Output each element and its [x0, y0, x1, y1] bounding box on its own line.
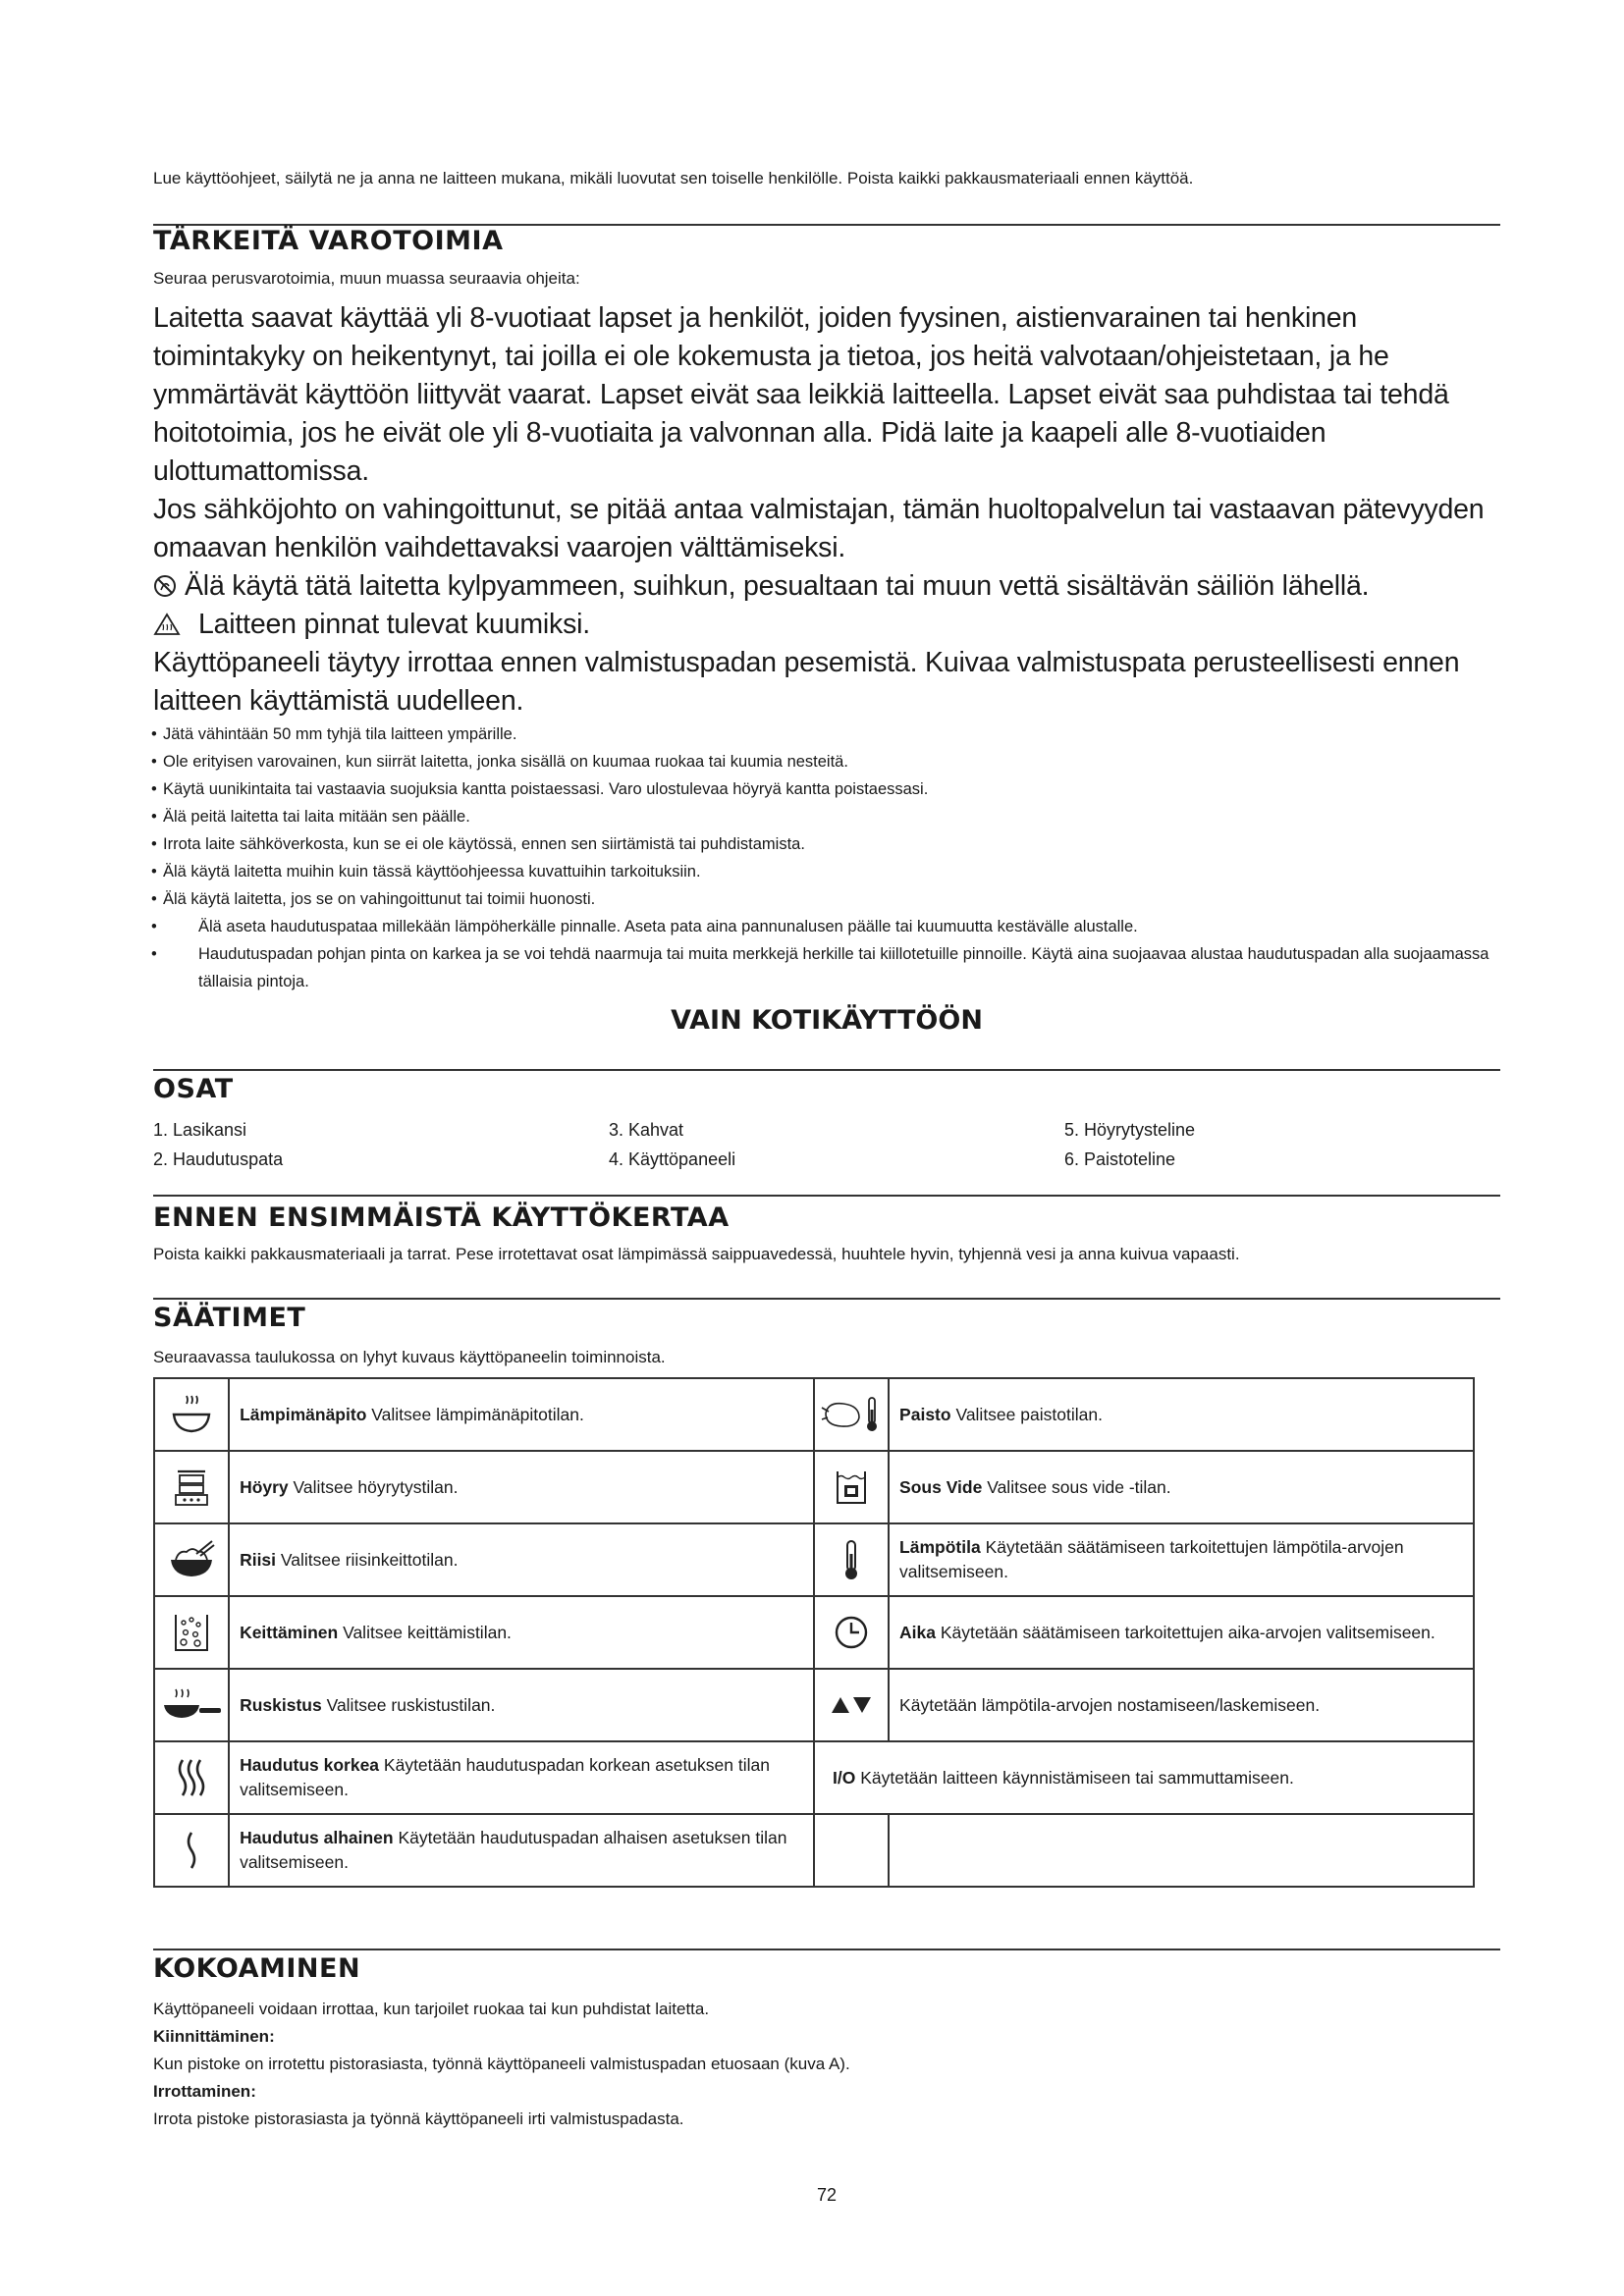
table-row [154, 1741, 1474, 1814]
assembly-detach-text: Irrota pistoke pistorasiasta ja työnnä käyttöpaneeli irti valmistuspadasta. [153, 2109, 684, 2128]
table-cell [889, 1378, 1474, 1451]
sous-vide-icon [834, 1468, 869, 1507]
control-label: Höyry [240, 1476, 289, 1497]
safety-lead: Seuraa perusvarotoimia, muun muassa seuraavia ohjeita: [153, 269, 580, 288]
safety-warnings [153, 299, 1500, 995]
list-item: • Käytä uunikintaita tai vastaavia suojuksia kantta poistaessasi. Varo ulostulevaa höyryä kantta poistaessasi. [153, 775, 1500, 803]
list-item: • Jätä vähintään 50 mm tyhjä tila laitteen ympärille. [153, 721, 1500, 748]
control-desc: Käytetään laitteen käynnistämiseen tai sammuttamiseen. [855, 1767, 1294, 1788]
table-cell [889, 1814, 1474, 1887]
list-item: • Irrota laite sähköverkosta, kun se ei ole käytössä, ennen sen siirtämistä tai puhdistamista. [153, 830, 1500, 858]
list-item: • Ole erityisen varovainen, kun siirrät laitetta, jonka sisällä on kuumaa ruokaa tai kuumia nesteitä. [153, 748, 1500, 775]
table-row [154, 1451, 1474, 1523]
assembly-intro: Käyttöpaneeli voidaan irrottaa, kun tarjoilet ruokaa tai kun puhdistat laitetta. [153, 2000, 710, 2018]
controls-table [153, 1377, 1475, 1888]
page-number: 72 [816, 2185, 838, 2205]
parts-col-2 [609, 1115, 735, 1174]
first-use-text: Poista kaikki pakkausmateriaali ja tarrat. Pese irrotettavat osat lämpimässä saippuavedessä, huuhtele hyvin, tyhjennä vesi ja anna kuivua vapaasti. [153, 1245, 1240, 1263]
controls-lead: Seuraavassa taulukossa on lyhyt kuvaus käyttöpaneelin toiminnoista. [153, 1348, 666, 1366]
assembly-detach-label: Irrottaminen [153, 2082, 251, 2101]
assembly-attach-heading: Kiinnittäminen: [153, 2027, 275, 2046]
up-down-arrows-icon [830, 1693, 873, 1717]
control-label: Haudutus korkea [240, 1755, 380, 1775]
steam-icon [172, 1466, 211, 1509]
assembly-section [153, 1996, 850, 2133]
icon-cell [814, 1378, 889, 1451]
table-cell [889, 1596, 1474, 1669]
list-item: • Älä käytä laitetta muihin kuin tässä käyttöohjeessa kuvattuihin tarkoituksiin. [153, 858, 1500, 885]
safety-bullets [153, 721, 1500, 995]
control-label: Keittäminen [240, 1622, 339, 1642]
control-desc: Käytetään säätämiseen tarkoitettujen aika-arvojen valitsemiseen. [936, 1622, 1435, 1642]
control-desc: Käytetään haudutuspadan korkean asetuksen tilan valitsemiseen. [240, 1755, 770, 1799]
warning-hot-text: Laitteen pinnat tulevat kuumiksi. [198, 609, 590, 640]
boil-icon [172, 1611, 211, 1654]
clock-icon [832, 1613, 871, 1652]
control-desc: Valitsee ruskistustilan. [321, 1694, 496, 1715]
icon-cell [814, 1451, 889, 1523]
icon-cell [154, 1741, 229, 1814]
safety-heading: TÄRKEITÄ VAROTOIMIA [153, 226, 504, 256]
table-cell [229, 1669, 814, 1741]
table-cell [229, 1814, 814, 1887]
section-divider [153, 1069, 1500, 1071]
slow-cook-high-icon [174, 1756, 209, 1799]
thermometer-icon [841, 1538, 861, 1581]
control-label: Lämpötila [899, 1537, 981, 1557]
slow-cook-low-icon [182, 1829, 201, 1872]
rice-icon [167, 1538, 216, 1581]
section-divider [153, 1298, 1500, 1300]
icon-cell [814, 1596, 889, 1669]
warning-children: Laitetta saavat käyttää yli 8-vuotiaat lapset ja henkilöt, joiden fyysinen, aistienvarainen tai henkinen toimintakyky on heikentynyt, tai joilla ei ole kokemusta ja tietoa, jos heitä valvotaan/ohjeistetaan, ja he ymmärtävät käyttöön liittyvät vaarat. Lapset eivät saa leikkiä laitteella. Lapset eivät saa puhdistaa tai tehdä hoitotoimia, jos he eivät ole yli 8-vuotiaita ja valvonnan alla. Pidä laite ja kaapeli alle 8-vuotiaiden ulottumattomissa. [153, 302, 1449, 487]
assembly-attach-text: Kun pistoke on irrotettu pistorasiasta, työnnä käyttöpaneeli valmistuspadan etuosaan (kuva A). [153, 2055, 850, 2073]
parts-col-1 [153, 1115, 283, 1174]
list-item: 3. Kahvat [609, 1120, 684, 1140]
table-cell [229, 1378, 814, 1451]
control-desc: Käytetään lämpötila-arvojen nostamiseen/laskemiseen. [899, 1694, 1321, 1715]
table-cell [229, 1451, 814, 1523]
control-desc: Valitsee riisinkeittotilan. [276, 1549, 459, 1570]
icon-cell [814, 1523, 889, 1596]
first-use-heading: ENNEN ENSIMMÄISTÄ KÄYTTÖKERTAA [153, 1202, 730, 1233]
control-label: Sous Vide [899, 1476, 983, 1497]
table-row [154, 1378, 1474, 1451]
no-water-icon [153, 574, 177, 598]
saute-pan-icon [160, 1685, 223, 1725]
warning-hot [153, 606, 1500, 644]
control-label: Paisto [899, 1404, 951, 1424]
warning-cord: Jos sähköjohto on vahingoittunut, se pitää antaa valmistajan, tämän huoltopalvelun tai vastaavan pätevyyden omaavan henkilön vaihdettavaksi vaarojen välttämiseksi. [153, 494, 1485, 563]
home-use-notice: VAIN KOTIKÄYTTÖÖN [671, 1005, 983, 1036]
table-cell [889, 1669, 1474, 1741]
control-desc: Valitsee paistotilan. [950, 1404, 1103, 1424]
table-cell [889, 1523, 1474, 1596]
control-desc: Valitsee sous vide -tilan. [982, 1476, 1171, 1497]
table-cell [229, 1596, 814, 1669]
parts-col-3 [1064, 1115, 1195, 1174]
icon-cell [154, 1378, 229, 1451]
list-item: 6. Paistoteline [1064, 1149, 1176, 1169]
list-item: 1. Lasikansi [153, 1120, 247, 1140]
section-divider [153, 1949, 1500, 1950]
table-row [154, 1814, 1474, 1887]
control-desc: Valitsee keittämistilan. [338, 1622, 512, 1642]
table-cell [814, 1741, 1474, 1814]
icon-cell [154, 1596, 229, 1669]
table-row [154, 1596, 1474, 1669]
warning-water-text: Älä käytä tätä laitetta kylpyammeen, suihkun, pesualtaan tai muun vettä sisältävän säiliön lähellä. [185, 570, 1370, 602]
control-desc: Käytetään haudutuspadan alhaisen asetuksen tilan valitsemiseen. [240, 1828, 787, 1872]
control-label: Lämpimänäpito [240, 1404, 367, 1424]
keep-warm-icon [169, 1393, 214, 1436]
intro-text: Lue käyttöohjeet, säilytä ne ja anna ne laitteen mukana, mikäli luovutat sen toiselle henkilölle. Poista kaikki pakkausmateriaali ennen käyttöä. [153, 169, 1194, 187]
controls-heading: SÄÄTIMET [153, 1303, 306, 1333]
list-item: 4. Käyttöpaneeli [609, 1149, 736, 1169]
icon-cell [154, 1523, 229, 1596]
list-item: 2. Haudutuspata [153, 1149, 284, 1169]
control-label: Haudutus alhainen [240, 1828, 394, 1847]
list-item: • Älä peitä laitetta tai laita mitään sen päälle. [153, 803, 1500, 830]
control-label: Aika [899, 1622, 937, 1642]
table-cell [889, 1451, 1474, 1523]
list-item: • Haudutuspadan pohjan pinta on karkea ja se voi tehdä naarmuja tai muita merkkejä herkille tai kiillotetuille pinnoille. Käytä aina suojaavaa alustaa haudutuspadan alla suojaamassa tällaisia pintoja. [153, 940, 1500, 995]
control-desc: Valitsee lämpimänäpitotilan. [366, 1404, 584, 1424]
icon-cell [154, 1451, 229, 1523]
assembly-heading: KOKOAMINEN [153, 1953, 361, 1984]
table-row [154, 1523, 1474, 1596]
assembly-detach-heading: Irrottaminen: [153, 2082, 256, 2101]
table-row [154, 1669, 1474, 1741]
table-cell [229, 1741, 814, 1814]
control-label: I/O [832, 1767, 856, 1788]
warning-water [153, 567, 1500, 606]
icon-cell [154, 1669, 229, 1741]
table-cell [814, 1814, 889, 1887]
table-cell [229, 1523, 814, 1596]
warning-panel: Käyttöpaneeli täytyy irrottaa ennen valmistuspadan pesemistä. Kuivaa valmistuspata perusteellisesti ennen laitteen käyttämistä uudelleen. [153, 647, 1460, 717]
control-label: Ruskistus [240, 1694, 322, 1715]
control-desc: Valitsee höyrytystilan. [288, 1476, 459, 1497]
control-desc: Käytetään säätämiseen tarkoitettujen lämpötila-arvojen valitsemiseen. [899, 1537, 1404, 1581]
icon-cell [814, 1669, 889, 1741]
parts-heading: OSAT [153, 1074, 234, 1104]
icon-cell [154, 1814, 229, 1887]
assembly-attach-label: Kiinnittäminen [153, 2027, 270, 2046]
list-item: 5. Höyrytysteline [1064, 1120, 1196, 1140]
list-item: • Älä aseta haudutuspataa millekään lämpöherkälle pinnalle. Aseta pata aina pannunalusen päälle tai kuumuutta kestävälle alustalle. [153, 913, 1500, 940]
section-divider [153, 1195, 1500, 1197]
control-label: Riisi [240, 1549, 277, 1570]
list-item: • Älä käytä laitetta, jos se on vahingoittunut tai toimii huonosti. [153, 885, 1500, 913]
roast-icon [820, 1394, 883, 1435]
hot-surface-icon [153, 613, 181, 636]
